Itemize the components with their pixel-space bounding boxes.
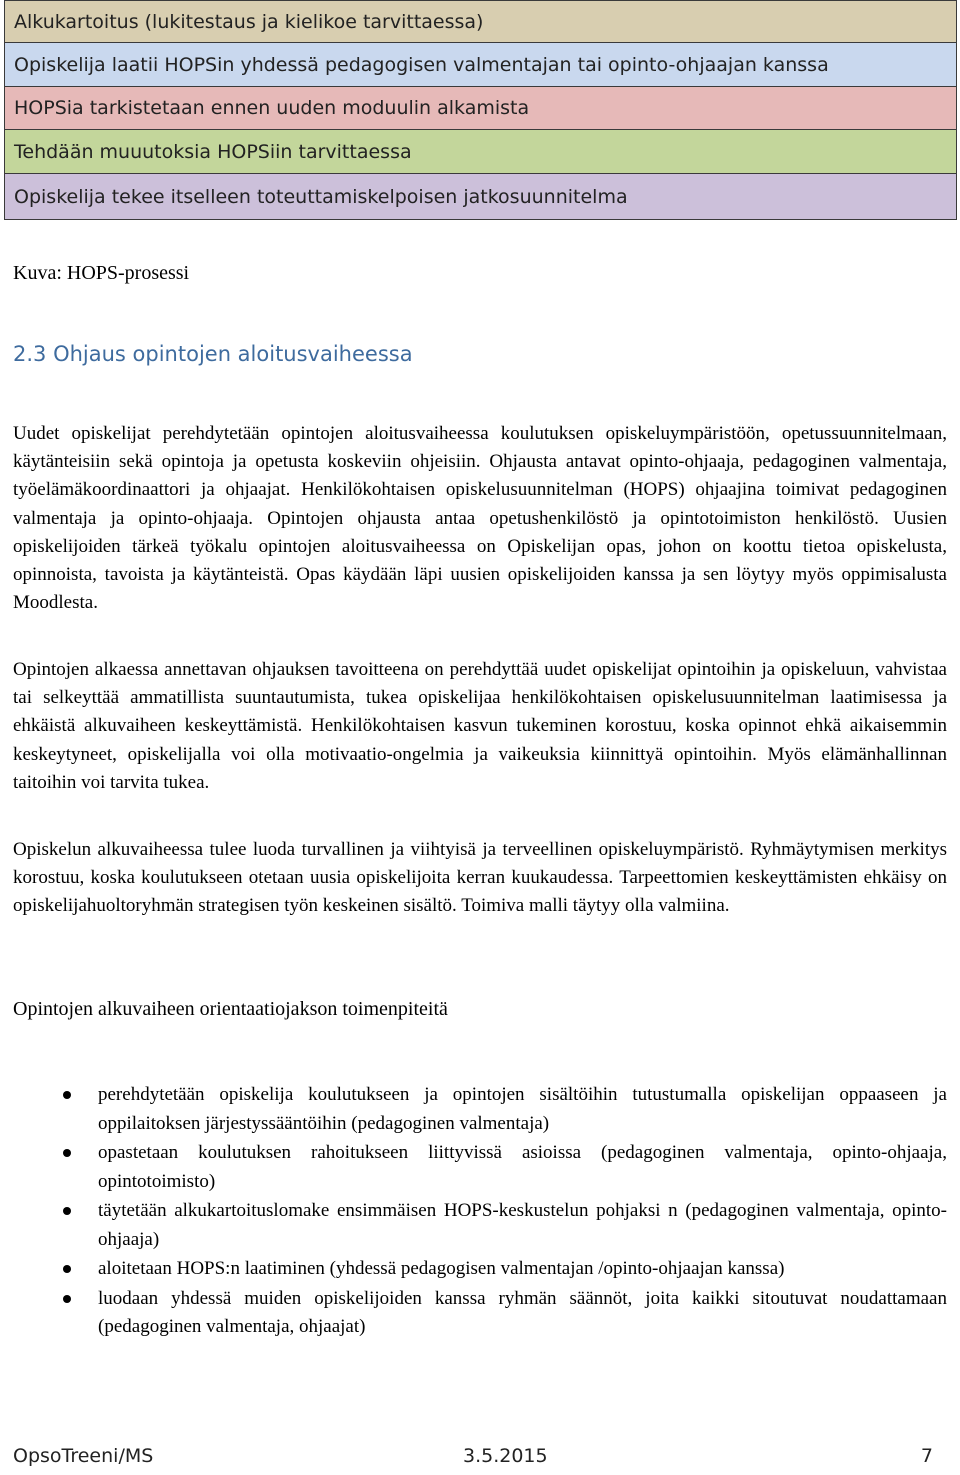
bullet-icon <box>63 1207 71 1215</box>
list-item-text: opastetaan koulutuksen rahoitukseen liittyvissä asioissa (pedagoginen valmentaja, opinto-ohjaaja, opintotoimisto) <box>98 1142 947 1192</box>
bullet-icon <box>63 1265 71 1273</box>
process-step-5: Opiskelija tekee itselleen toteuttamiskelpoisen jatkosuunnitelma <box>5 174 956 219</box>
paragraph: Uudet opiskelijat perehdytetään opintojen aloitusvaiheessa koulutuksen opiskeluympäristöön, opetussuunnitelmaan, käytänteisiin sekä opintoja ja opetusta koskeviin ohjeisiin. Ohjausta antavat opinto-ohjaaja, pedagoginen valmentaja, työelämäkoordinaattori ja ohjaajat. Henkilökohtaisen opiskelusuunnitelman (HOPS) ohjaajina toimivat pedagoginen valmentaja ja opinto-ohjaaja. Opintojen ohjausta antaa opetushenkilöstö ja opintotoimiston henkilöstö. Uusien opiskelijoiden tärkeä työkalu opintojen aloitusvaiheessa on Opiskelijan opas, johon on koottu tietoa opiskelusta, opinnoista, tavoista ja käytänteistä. Opas käydään läpi uusien opiskelijoiden kanssa ja sen löytyy myös oppimisalusta Moodlesta. <box>13 423 947 614</box>
list-item-text: aloitetaan HOPS:n laatiminen (yhdessä pedagogisen valmentajan /opinto-ohjaajan kanssa) <box>98 1258 785 1279</box>
section-heading: 2.3 Ohjaus opintojen aloitusvaiheessa <box>13 342 413 366</box>
paragraph: Opintojen alkaessa annettavan ohjauksen tavoitteena on perehdyttää uudet opiskelijat opintoihin ja opiskeluun, vahvistaa tai selkeyttää ammatillista suuntautumista, tukea opiskelijaa henkilökohtaisen opiskelusuunnitelman laatimisessa ja ehkäistä alkuvaiheen keskeyttämistä. Henkilökohtaisen kasvun tukeminen korostuu, koska opinnot ehkä aikaisemmin keskeytyneet, opiskelijalla voi olla motivaatio-ongelmia ja vaikeuksia kiinnittyä opintoihin. Myös elämänhallinnan taitoihin voi tarvita tukea. <box>13 659 947 793</box>
orientation-title: Opintojen alkuvaiheen orientaatiojakson toimenpiteitä <box>13 998 448 1020</box>
footer-doc-name: OpsoTreeni/MS <box>13 1445 154 1467</box>
list-item <box>0 1197 947 1254</box>
page-number: 7 <box>920 1445 933 1467</box>
footer-date: 3.5.2015 <box>463 1445 548 1467</box>
page-footer <box>0 1445 960 1471</box>
list-item-text: täytetään alkukartoituslomake ensimmäisen HOPS-keskustelun pohjaksi n (pedagoginen valmentaja, opinto-ohjaaja) <box>98 1200 947 1250</box>
list-item-text: perehdytetään opiskelija koulutukseen ja opintojen sisältöihin tutustumalla opiskelijan oppaaseen ja oppilaitoksen järjestyssääntöihin (pedagoginen valmentaja) <box>98 1084 947 1134</box>
list-item <box>0 1255 947 1284</box>
paragraph: Opiskelun alkuvaiheessa tulee luoda turvallinen ja viihtyisä ja terveellinen opiskeluympäristö. Ryhmäytymisen merkitys korostuu, koska koulutukseen otetaan uusia opiskelijoita kerran kuukaudessa. Tarpeettomien keskeyttämisten ehkäisy on opiskelijahuoltoryhmän strategisen työn keskeinen sisältö. Toimiva malli täytyy olla valmiina. <box>13 839 947 917</box>
orientation-list <box>0 1081 947 1343</box>
hops-process-diagram <box>4 0 957 220</box>
bullet-icon <box>63 1149 71 1157</box>
process-step-1: Alkukartoitus (lukitestaus ja kielikoe tarvittaessa) <box>5 1 956 43</box>
list-item <box>0 1285 947 1342</box>
list-item <box>0 1081 947 1138</box>
bullet-icon <box>63 1091 71 1099</box>
process-step-4: Tehdään muuutoksia HOPSiin tarvittaessa <box>5 130 956 174</box>
list-item <box>0 1139 947 1196</box>
process-step-3: HOPSia tarkistetaan ennen uuden moduulin alkamista <box>5 87 956 130</box>
figure-caption: Kuva: HOPS-prosessi <box>13 262 190 284</box>
process-step-2: Opiskelija laatii HOPSin yhdessä pedagogisen valmentajan tai opinto-ohjaajan kanssa <box>5 43 956 87</box>
bullet-icon <box>63 1295 71 1303</box>
list-item-text: luodaan yhdessä muiden opiskelijoiden kanssa ryhmän säännöt, joita kaikki sitoutuvat noudattamaan (pedagoginen valmentaja, ohjaajat) <box>98 1287 947 1337</box>
